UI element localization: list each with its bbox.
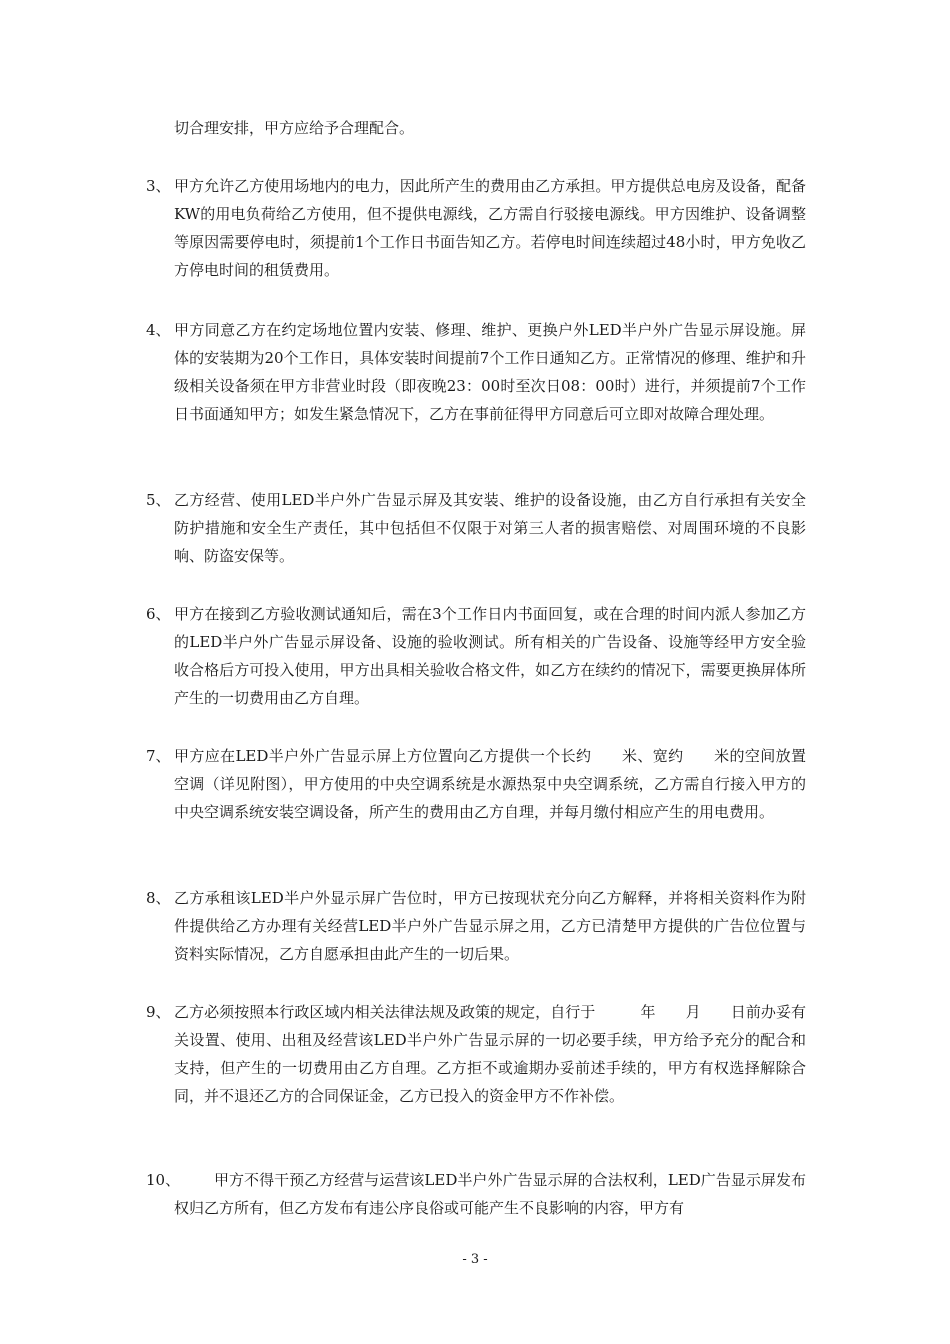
clause-text: 甲方不得干预乙方经营与运营该LED半户外广告显示屏的合法权利，LED广告显示屏发布权归乙方所有，但乙方发布有违公序良俗或可能产生不良影响的内容，甲方有	[174, 1171, 806, 1217]
clause-text: 甲方同意乙方在约定场地位置内安装、修理、维护、更换户外LED半户外广告显示屏设施。屏体的安装期为20个工作日，具体安装时间提前7个工作日通知乙方。正常情况的修理、维护和升级相关设备须在甲方非营业时段（即夜晚23：00时至次日08：00时）进行，并须提前7个工作日书面通知甲方；如发生紧急情况下，乙方在事前征得甲方同意后可立即对故障合理处理。	[174, 321, 806, 423]
clause-text: 乙方必须按照本行政区域内相关法律法规及政策的规定，自行于 年 月 日前办妥有关设置、使用、出租及经营该LED半户外广告显示屏的一切必要手续，甲方给予充分的配合和支持，但产生的一切费用由乙方自理。乙方拒不或逾期办妥前述手续的，甲方有权选择解除合同，并不退还乙方的合同保证金，乙方已投入的资金甲方不作补偿。	[174, 1003, 806, 1105]
clause-10	[146, 1166, 806, 1222]
clause-5	[146, 486, 806, 570]
clause-number: 6、	[146, 605, 171, 623]
clause-number: 3、	[146, 177, 171, 195]
clause-8	[146, 884, 806, 968]
page-number: - 3 -	[462, 1252, 488, 1267]
clause-number: 9、	[146, 1003, 171, 1021]
clause-number: 5、	[146, 491, 171, 509]
clause-number: 10、	[146, 1171, 181, 1189]
clause-text: 乙方承租该LED半户外显示屏广告位时，甲方已按现状充分向乙方解释，并将相关资料作为附件提供给乙方办理有关经营LED半户外广告显示屏之用，乙方已清楚甲方提供的广告位位置与资料实际情况，乙方自愿承担由此产生的一切后果。	[174, 889, 806, 963]
clause-4	[146, 316, 806, 428]
clause-number: 7、	[146, 747, 171, 765]
clause-text: 甲方在接到乙方验收测试通知后，需在3个工作日内书面回复，或在合理的时间内派人参加乙方的LED半户外广告显示屏设备、设施的验收测试。所有相关的广告设备、设施等经甲方安全验收合格后方可投入使用，甲方出具相关验收合格文件，如乙方在续约的情况下，需要更换屏体所产生的一切费用由乙方自理。	[174, 605, 806, 707]
clause-text: 甲方应在LED半户外广告显示屏上方位置向乙方提供一个长约 米、宽约 米的空间放置空调（详见附图），甲方使用的中央空调系统是水源热泵中央空调系统，乙方需自行接入甲方的中央空调系统安装空调设备，所产生的费用由乙方自理，并每月缴付相应产生的用电费用。	[174, 747, 806, 821]
clause-7	[146, 742, 806, 826]
clause-9	[146, 998, 806, 1110]
clause-text: 甲方允许乙方使用场地内的电力，因此所产生的费用由乙方承担。甲方提供总电房及设备，配备 KW的用电负荷给乙方使用，但不提供电源线，乙方需自行驳接电源线。甲方因维护、设备调整等原因需要停电时，须提前1个工作日书面告知乙方。若停电时间连续超过48小时，甲方免收乙方停电时间的租赁费用。	[174, 177, 867, 279]
clause-6	[146, 600, 806, 712]
clause-text: 乙方经营、使用LED半户外广告显示屏及其安装、维护的设备设施，由乙方自行承担有关安全防护措施和安全生产责任，其中包括但不仅限于对第三人者的损害赔偿、对周围环境的不良影响、防盗安保等。	[174, 491, 806, 565]
clause-number: 8、	[146, 889, 171, 907]
continuation-text: 切合理安排，甲方应给予合理配合。	[174, 119, 415, 137]
clause-3	[146, 172, 867, 284]
clause-number: 4、	[146, 321, 171, 339]
